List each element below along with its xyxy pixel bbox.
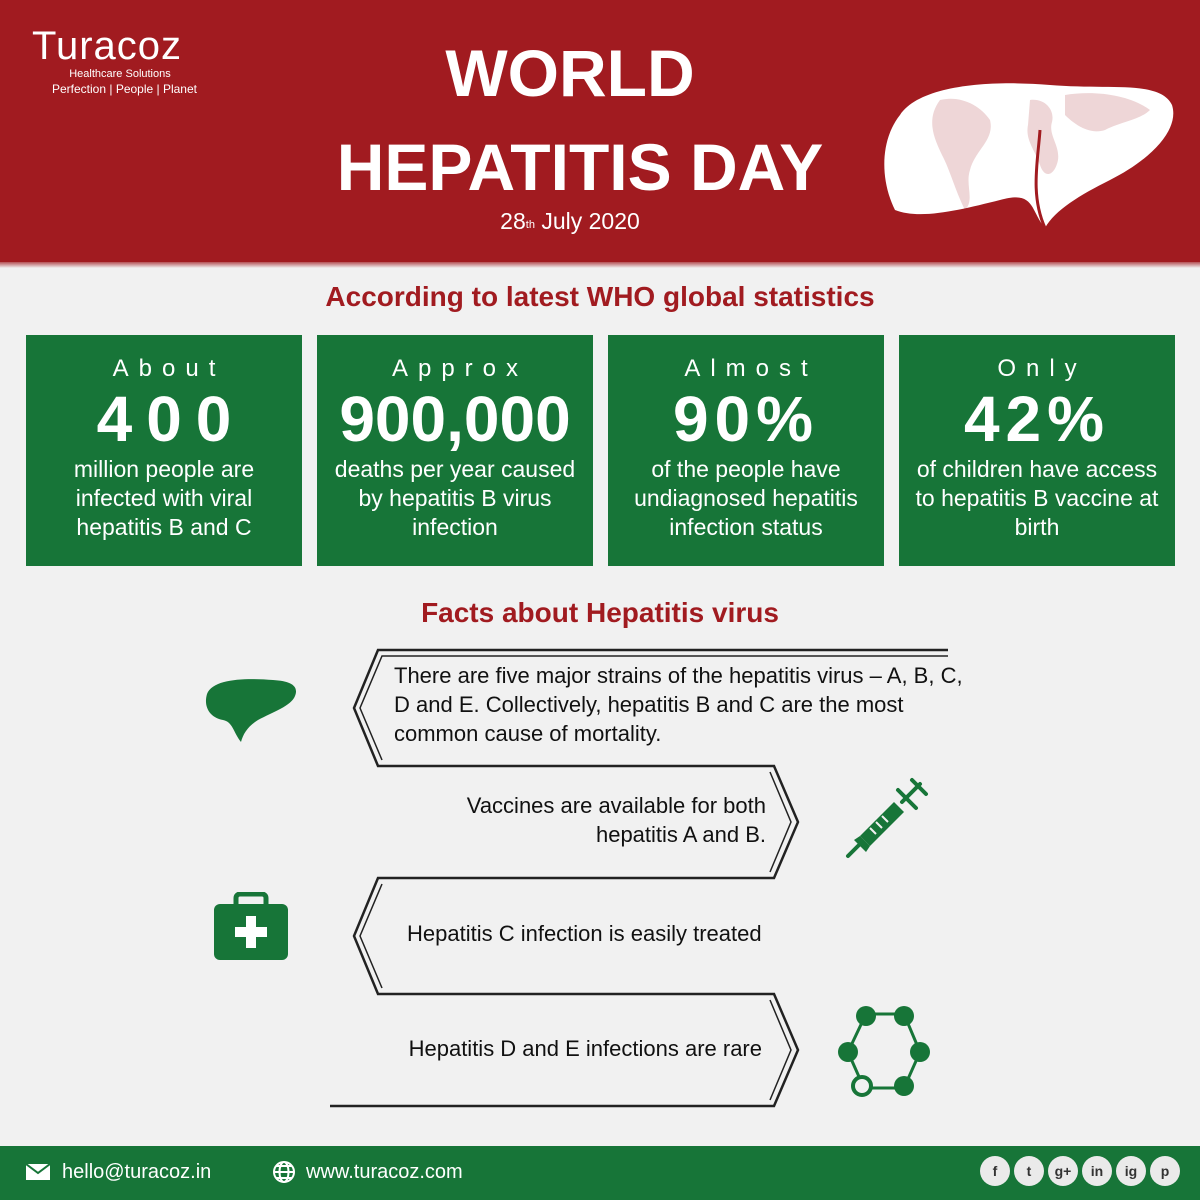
molecule-ring-icon: [836, 1004, 934, 1100]
stat-description: of children have access to hepatitis B vaccine at birth: [915, 456, 1159, 540]
title-line-1: WORLD: [445, 36, 695, 110]
footer-email[interactable]: hello@turacoz.in: [62, 1161, 212, 1183]
footer-bar: [0, 1146, 1200, 1200]
syringe-icon: [840, 776, 930, 862]
stat-description: deaths per year caused by hepatitis B virus infection: [334, 456, 576, 540]
facts-heading: Facts about Hepatitis virus: [421, 597, 779, 628]
mail-icon: [26, 1164, 50, 1180]
stat-description: of the people have undiagnosed hepatitis infection status: [634, 456, 858, 540]
title-line-2: HEPATITIS DAY: [336, 130, 824, 204]
stat-value: 90%: [672, 383, 820, 455]
first-aid-kit-icon: [214, 892, 288, 960]
date-day: 28: [500, 208, 526, 234]
fact-treatment: Hepatitis C infection is easily treated: [407, 921, 762, 946]
stat-prefix: Only: [997, 355, 1087, 382]
pinterest-icon[interactable]: p: [1150, 1156, 1180, 1186]
globe-icon: [272, 1160, 296, 1184]
stat-value: 900,000: [339, 383, 571, 455]
fact-vaccines: Vaccines are available for both hepatitis A and B.: [466, 793, 766, 847]
brand-tagline: Perfection | People | Planet: [52, 82, 197, 96]
brand-subtitle: Healthcare Solutions: [69, 68, 171, 80]
stats-heading: According to latest WHO global statistics: [325, 281, 875, 312]
brand-name: Turacoz: [32, 24, 183, 68]
stat-value: 42%: [963, 383, 1111, 455]
instagram-icon[interactable]: ig: [1116, 1156, 1146, 1186]
linkedin-icon[interactable]: in: [1082, 1156, 1112, 1186]
stat-description: million people are infected with viral hepatitis B and C: [73, 456, 255, 540]
stat-prefix: About: [112, 355, 226, 382]
google-plus-icon[interactable]: g+: [1048, 1156, 1078, 1186]
date-rest: July 2020: [534, 208, 640, 234]
facebook-icon[interactable]: f: [980, 1156, 1010, 1186]
stat-prefix: Almost: [684, 355, 818, 382]
fact-rare-infections: Hepatitis D and E infections are rare: [408, 1036, 762, 1061]
footer-website[interactable]: www.turacoz.com: [306, 1161, 463, 1183]
stat-value: 400: [96, 383, 246, 455]
stat-prefix: Approx: [391, 355, 529, 382]
fact-strains: There are five major strains of the hepatitis virus – A, B, C, D and E. Collectively, hepatitis B and C are the most common cause of mortality.: [394, 663, 963, 746]
twitter-icon[interactable]: t: [1014, 1156, 1044, 1186]
liver-icon: [203, 672, 299, 746]
date-suffix: th: [525, 219, 535, 231]
